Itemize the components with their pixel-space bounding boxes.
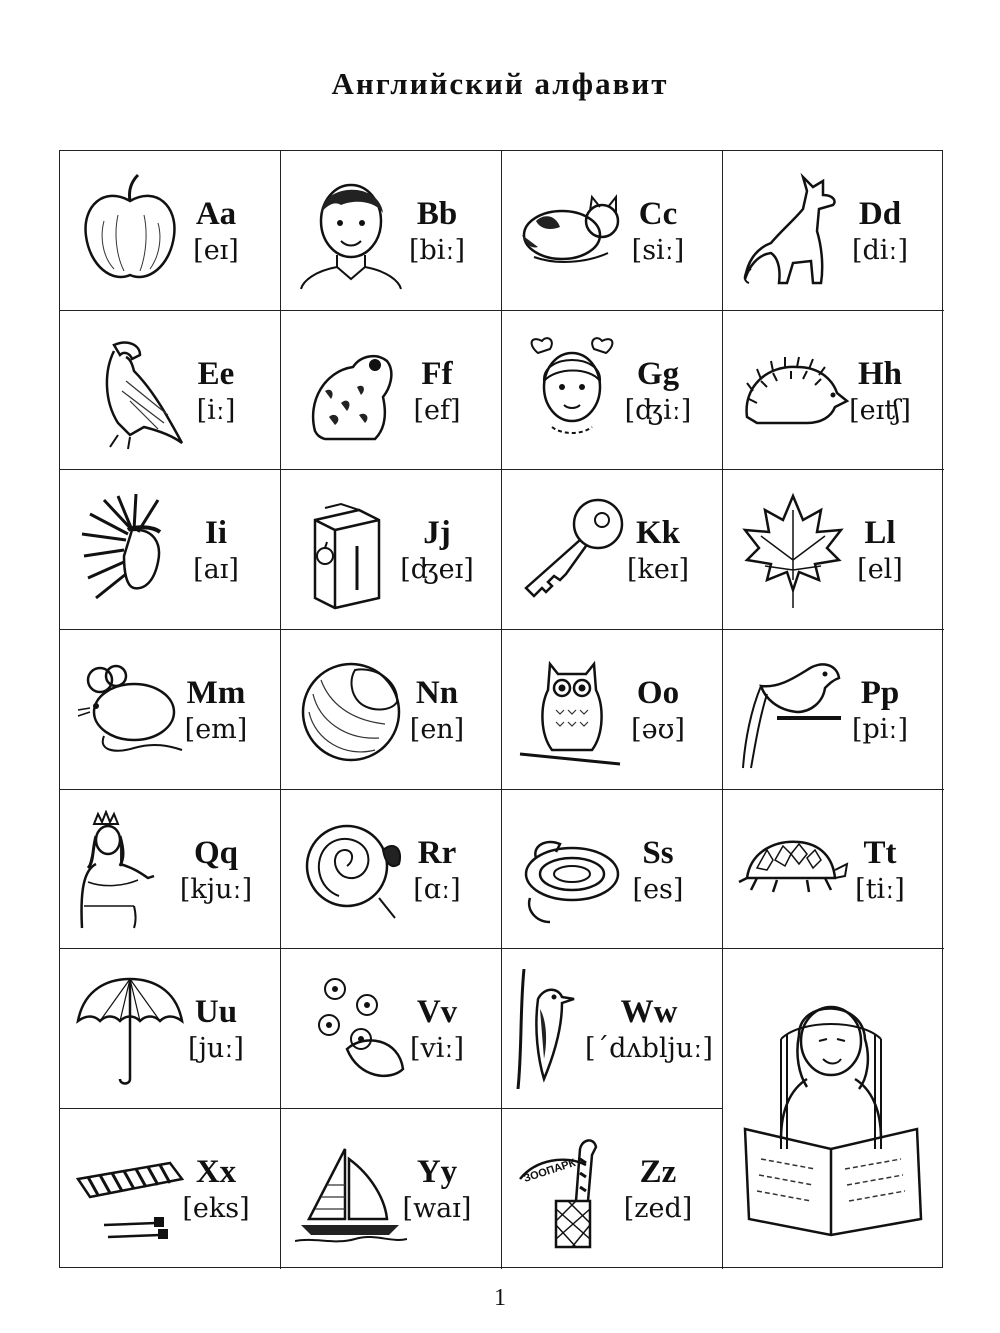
letter-label: Ee [197,355,235,392]
transcription-label: [siː] [631,235,685,266]
transcription-label: [aɪ] [193,554,239,586]
girl-reading-book-icon [741,979,926,1239]
letter-label: Ll [864,515,896,552]
letter-label: Pp [860,675,900,712]
letter-label: Yy [416,1154,458,1191]
letter-label: Bb [416,196,458,232]
letter-cell-t [723,790,944,950]
letter-label: Rr [417,834,457,871]
letter-label: Tt [863,834,897,871]
letter-label: Jj [423,515,451,552]
letter-label: Vv [416,994,458,1031]
letter-cell-r [281,790,502,950]
transcription-label: [piː] [851,714,909,746]
transcription-label: [juː] [188,1033,244,1065]
letter-cell-v [281,949,502,1109]
transcription-label: [ɑː] [413,873,461,905]
letter-cell-y [281,1109,502,1269]
letter-label: Xx [195,1154,237,1191]
girl-reading-cell [723,949,944,1268]
transcription-label: [zed] [623,1193,693,1225]
transcription-label: [ef] [413,394,461,426]
transcription-label: [ʤeɪ] [400,554,474,586]
letter-cell-n [281,630,502,790]
transcription-label: [eks] [182,1193,250,1225]
letter-cell-g [502,311,723,471]
letter-cell-x [60,1109,281,1269]
transcription-label: [əʊ] [631,714,685,746]
letter-cell-u [60,949,281,1109]
letter-label: Ff [421,355,453,392]
letter-label: Gg [636,355,680,392]
letter-cell-p [723,630,944,790]
letter-label: Cc [638,196,678,232]
letter-label: Hh [857,355,903,392]
letter-cell-d [723,151,944,311]
letter-cell-e [60,311,281,471]
page-title: Английский алфавит [331,66,669,101]
transcription-label: [viː] [409,1033,465,1065]
transcription-label: [keɪ] [626,554,690,586]
letter-label: Nn [415,675,459,712]
letter-cell-f [281,311,502,471]
letter-cell-b [281,151,502,311]
letter-cell-s [502,790,723,950]
letter-label: Oo [636,675,680,712]
transcription-label: [biː] [408,235,466,266]
transcription-label: [en] [409,714,465,746]
letter-cell-i [60,470,281,630]
letter-label: Ii [204,515,227,552]
transcription-label: [el] [857,554,903,586]
letter-cell-a [60,151,281,311]
letter-label: Mm [186,675,246,712]
alphabet-grid [59,150,943,1268]
transcription-label: [ʤiː] [624,394,692,426]
letter-cell-l [723,470,944,630]
letter-label: Aa [195,196,237,232]
transcription-label: [eɪ] [193,235,239,266]
woodpecker-icon [514,969,584,1089]
letter-cell-m [60,630,281,790]
page-number: 1 [494,1285,506,1311]
transcription-label: [em] [184,714,248,746]
letter-label: Ww [620,994,678,1031]
letter-cell-c [502,151,723,311]
transcription-label: [diː] [851,235,909,266]
letter-label: Dd [858,196,902,232]
letter-cell-j [281,470,502,630]
letter-label: Ss [642,834,674,871]
letter-cell-z [502,1109,723,1269]
letter-label: Qq [193,834,239,871]
letter-cell-q [60,790,281,950]
transcription-label: [ˊdʌbljuː] [585,1033,713,1065]
transcription-label: [eɪʧ] [849,394,911,426]
letter-cell-k [502,470,723,630]
zoo-sign-text: ЗООПАРК [522,1157,578,1186]
transcription-label: [tiː] [855,873,905,905]
transcription-label: [waɪ] [402,1193,472,1225]
letter-label: Zz [639,1154,677,1191]
letter-cell-w [502,949,723,1109]
transcription-label: [es] [632,873,684,905]
letter-label: Kk [635,515,681,552]
transcription-label: [iː] [196,394,236,426]
letter-cell-h [723,311,944,471]
letter-cell-o [502,630,723,790]
letter-label: Uu [194,994,238,1031]
transcription-label: [kjuː] [179,873,253,905]
